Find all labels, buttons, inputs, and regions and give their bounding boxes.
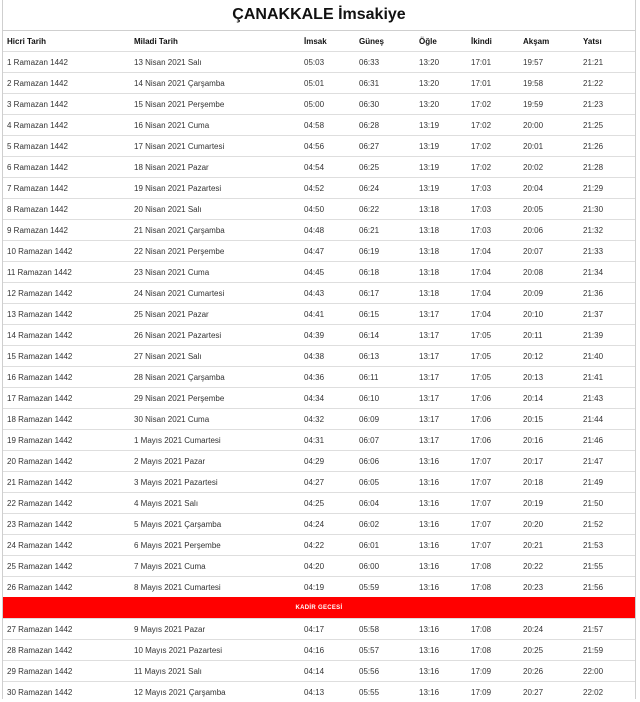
- miladi-tarih-cell: 14 Nisan 2021 Çarşamba: [130, 73, 300, 94]
- gunes-cell: 06:07: [355, 430, 415, 451]
- gunes-cell: 06:01: [355, 535, 415, 556]
- yatsi-cell: 21:52: [579, 514, 635, 535]
- yatsi-cell: 21:23: [579, 94, 635, 115]
- imsak-cell: 05:00: [300, 94, 355, 115]
- ogle-cell: 13:18: [415, 220, 467, 241]
- aksam-cell: 20:09: [519, 283, 579, 304]
- column-header-gunes: Güneş: [355, 31, 415, 52]
- gunes-cell: 06:05: [355, 472, 415, 493]
- yatsi-cell: 21:39: [579, 325, 635, 346]
- imsak-cell: 04:19: [300, 577, 355, 598]
- hicri-tarih-cell: 14 Ramazan 1442: [3, 325, 130, 346]
- miladi-tarih-cell: 22 Nisan 2021 Perşembe: [130, 241, 300, 262]
- miladi-tarih-cell: 15 Nisan 2021 Perşembe: [130, 94, 300, 115]
- ogle-cell: 13:18: [415, 241, 467, 262]
- ikindi-cell: 17:04: [467, 262, 519, 283]
- miladi-tarih-cell: 26 Nisan 2021 Pazartesi: [130, 325, 300, 346]
- imsak-cell: 04:54: [300, 157, 355, 178]
- table-row: [3, 199, 635, 220]
- gunes-cell: 06:24: [355, 178, 415, 199]
- aksam-cell: 20:17: [519, 451, 579, 472]
- yatsi-cell: 21:55: [579, 556, 635, 577]
- ogle-cell: 13:16: [415, 640, 467, 661]
- hicri-tarih-cell: 27 Ramazan 1442: [3, 619, 130, 640]
- column-header-hicri: Hicri Tarih: [3, 31, 130, 52]
- ogle-cell: 13:17: [415, 388, 467, 409]
- imsak-cell: 04:34: [300, 388, 355, 409]
- aksam-cell: 20:22: [519, 556, 579, 577]
- table-row: [3, 556, 635, 577]
- hicri-tarih-cell: 23 Ramazan 1442: [3, 514, 130, 535]
- imsak-cell: 04:17: [300, 619, 355, 640]
- ogle-cell: 13:16: [415, 619, 467, 640]
- imsak-cell: 04:50: [300, 199, 355, 220]
- table-body: [3, 52, 635, 702]
- miladi-tarih-cell: 1 Mayıs 2021 Cumartesi: [130, 430, 300, 451]
- imsak-cell: 04:36: [300, 367, 355, 388]
- gunes-cell: 05:57: [355, 640, 415, 661]
- hicri-tarih-cell: 19 Ramazan 1442: [3, 430, 130, 451]
- imsak-cell: 04:43: [300, 283, 355, 304]
- miladi-tarih-cell: 20 Nisan 2021 Salı: [130, 199, 300, 220]
- miladi-tarih-cell: 25 Nisan 2021 Pazar: [130, 304, 300, 325]
- gunes-cell: 05:59: [355, 577, 415, 598]
- imsak-cell: 04:39: [300, 325, 355, 346]
- miladi-tarih-cell: 24 Nisan 2021 Cumartesi: [130, 283, 300, 304]
- column-header-imsak: İmsak: [300, 31, 355, 52]
- ikindi-cell: 17:02: [467, 94, 519, 115]
- ikindi-cell: 17:02: [467, 157, 519, 178]
- yatsi-cell: 21:29: [579, 178, 635, 199]
- hicri-tarih-cell: 7 Ramazan 1442: [3, 178, 130, 199]
- ikindi-cell: 17:04: [467, 241, 519, 262]
- hicri-tarih-cell: 18 Ramazan 1442: [3, 409, 130, 430]
- aksam-cell: 20:07: [519, 241, 579, 262]
- aksam-cell: 20:01: [519, 136, 579, 157]
- hicri-tarih-cell: 5 Ramazan 1442: [3, 136, 130, 157]
- ikindi-cell: 17:08: [467, 619, 519, 640]
- table-row: [3, 115, 635, 136]
- imsak-cell: 04:29: [300, 451, 355, 472]
- ogle-cell: 13:19: [415, 178, 467, 199]
- hicri-tarih-cell: 26 Ramazan 1442: [3, 577, 130, 598]
- hicri-tarih-cell: 25 Ramazan 1442: [3, 556, 130, 577]
- ikindi-cell: 17:02: [467, 136, 519, 157]
- ikindi-cell: 17:06: [467, 388, 519, 409]
- yatsi-cell: 21:41: [579, 367, 635, 388]
- yatsi-cell: 21:47: [579, 451, 635, 472]
- column-header-yatsi: Yatsı: [579, 31, 635, 52]
- miladi-tarih-cell: 9 Mayıs 2021 Pazar: [130, 619, 300, 640]
- miladi-tarih-cell: 21 Nisan 2021 Çarşamba: [130, 220, 300, 241]
- ikindi-cell: 17:07: [467, 472, 519, 493]
- aksam-cell: 20:06: [519, 220, 579, 241]
- ikindi-cell: 17:09: [467, 661, 519, 682]
- miladi-tarih-cell: 13 Nisan 2021 Salı: [130, 52, 300, 73]
- kadir-gecesi-row: [3, 598, 635, 619]
- yatsi-cell: 22:02: [579, 682, 635, 702]
- imsak-cell: 04:58: [300, 115, 355, 136]
- gunes-cell: 06:30: [355, 94, 415, 115]
- table-header-row: [3, 31, 635, 52]
- miladi-tarih-cell: 18 Nisan 2021 Pazar: [130, 157, 300, 178]
- imsak-cell: 04:25: [300, 493, 355, 514]
- table-row: [3, 661, 635, 682]
- ogle-cell: 13:17: [415, 430, 467, 451]
- gunes-cell: 06:18: [355, 262, 415, 283]
- aksam-cell: 19:58: [519, 73, 579, 94]
- imsak-cell: 04:52: [300, 178, 355, 199]
- ogle-cell: 13:17: [415, 409, 467, 430]
- column-header-miladi: Miladi Tarih: [130, 31, 300, 52]
- miladi-tarih-cell: 27 Nisan 2021 Salı: [130, 346, 300, 367]
- gunes-cell: 06:13: [355, 346, 415, 367]
- table-row: [3, 430, 635, 451]
- aksam-cell: 20:02: [519, 157, 579, 178]
- hicri-tarih-cell: 17 Ramazan 1442: [3, 388, 130, 409]
- hicri-tarih-cell: 3 Ramazan 1442: [3, 94, 130, 115]
- ikindi-cell: 17:08: [467, 577, 519, 598]
- page-title: ÇANAKKALE İmsakiye: [3, 0, 635, 30]
- aksam-cell: 20:15: [519, 409, 579, 430]
- hicri-tarih-cell: 30 Ramazan 1442: [3, 682, 130, 702]
- aksam-cell: 20:20: [519, 514, 579, 535]
- gunes-cell: 06:25: [355, 157, 415, 178]
- ogle-cell: 13:16: [415, 493, 467, 514]
- hicri-tarih-cell: 6 Ramazan 1442: [3, 157, 130, 178]
- ikindi-cell: 17:07: [467, 514, 519, 535]
- aksam-cell: 20:27: [519, 682, 579, 702]
- gunes-cell: 06:21: [355, 220, 415, 241]
- imsak-cell: 04:41: [300, 304, 355, 325]
- aksam-cell: 20:16: [519, 430, 579, 451]
- gunes-cell: 06:02: [355, 514, 415, 535]
- table-row: [3, 52, 635, 73]
- aksam-cell: 20:14: [519, 388, 579, 409]
- yatsi-cell: 21:50: [579, 493, 635, 514]
- table-row: [3, 577, 635, 598]
- aksam-cell: 19:57: [519, 52, 579, 73]
- gunes-cell: 06:10: [355, 388, 415, 409]
- table-row: [3, 451, 635, 472]
- aksam-cell: 20:12: [519, 346, 579, 367]
- ogle-cell: 13:16: [415, 577, 467, 598]
- yatsi-cell: 21:59: [579, 640, 635, 661]
- aksam-cell: 20:10: [519, 304, 579, 325]
- aksam-cell: 20:04: [519, 178, 579, 199]
- gunes-cell: 05:56: [355, 661, 415, 682]
- aksam-cell: 20:21: [519, 535, 579, 556]
- table-row: [3, 241, 635, 262]
- yatsi-cell: 21:43: [579, 388, 635, 409]
- imsak-cell: 04:48: [300, 220, 355, 241]
- ikindi-cell: 17:04: [467, 304, 519, 325]
- ogle-cell: 13:19: [415, 115, 467, 136]
- ikindi-cell: 17:07: [467, 451, 519, 472]
- ogle-cell: 13:20: [415, 52, 467, 73]
- ikindi-cell: 17:03: [467, 220, 519, 241]
- gunes-cell: 06:31: [355, 73, 415, 94]
- gunes-cell: 06:28: [355, 115, 415, 136]
- yatsi-cell: 21:49: [579, 472, 635, 493]
- miladi-tarih-cell: 3 Mayıs 2021 Pazartesi: [130, 472, 300, 493]
- column-header-aksam: Akşam: [519, 31, 579, 52]
- miladi-tarih-cell: 28 Nisan 2021 Çarşamba: [130, 367, 300, 388]
- miladi-tarih-cell: 8 Mayıs 2021 Cumartesi: [130, 577, 300, 598]
- ikindi-cell: 17:03: [467, 178, 519, 199]
- hicri-tarih-cell: 9 Ramazan 1442: [3, 220, 130, 241]
- imsak-cell: 04:56: [300, 136, 355, 157]
- table-row: [3, 493, 635, 514]
- gunes-cell: 06:00: [355, 556, 415, 577]
- imsak-cell: 05:03: [300, 52, 355, 73]
- ogle-cell: 13:19: [415, 157, 467, 178]
- imsak-cell: 04:47: [300, 241, 355, 262]
- aksam-cell: 20:24: [519, 619, 579, 640]
- imsak-cell: 05:01: [300, 73, 355, 94]
- yatsi-cell: 21:40: [579, 346, 635, 367]
- miladi-tarih-cell: 10 Mayıs 2021 Pazartesi: [130, 640, 300, 661]
- yatsi-cell: 21:44: [579, 409, 635, 430]
- ogle-cell: 13:17: [415, 367, 467, 388]
- hicri-tarih-cell: 20 Ramazan 1442: [3, 451, 130, 472]
- hicri-tarih-cell: 15 Ramazan 1442: [3, 346, 130, 367]
- miladi-tarih-cell: 19 Nisan 2021 Pazartesi: [130, 178, 300, 199]
- ikindi-cell: 17:06: [467, 409, 519, 430]
- ikindi-cell: 17:03: [467, 199, 519, 220]
- yatsi-cell: 21:25: [579, 115, 635, 136]
- imsak-cell: 04:13: [300, 682, 355, 702]
- hicri-tarih-cell: 22 Ramazan 1442: [3, 493, 130, 514]
- ogle-cell: 13:16: [415, 556, 467, 577]
- yatsi-cell: 22:00: [579, 661, 635, 682]
- gunes-cell: 06:19: [355, 241, 415, 262]
- table-row: [3, 283, 635, 304]
- yatsi-cell: 21:57: [579, 619, 635, 640]
- column-header-ogle: Öğle: [415, 31, 467, 52]
- table-row: [3, 325, 635, 346]
- miladi-tarih-cell: 7 Mayıs 2021 Cuma: [130, 556, 300, 577]
- aksam-cell: 19:59: [519, 94, 579, 115]
- imsak-cell: 04:32: [300, 409, 355, 430]
- ogle-cell: 13:16: [415, 661, 467, 682]
- yatsi-cell: 21:22: [579, 73, 635, 94]
- gunes-cell: 06:09: [355, 409, 415, 430]
- ikindi-cell: 17:08: [467, 556, 519, 577]
- hicri-tarih-cell: 1 Ramazan 1442: [3, 52, 130, 73]
- ogle-cell: 13:19: [415, 136, 467, 157]
- gunes-cell: 06:27: [355, 136, 415, 157]
- miladi-tarih-cell: 6 Mayıs 2021 Perşembe: [130, 535, 300, 556]
- miladi-tarih-cell: 30 Nisan 2021 Cuma: [130, 409, 300, 430]
- kadir-gecesi-label: KADİR GECESİ: [3, 598, 635, 619]
- yatsi-cell: 21:37: [579, 304, 635, 325]
- table-row: [3, 640, 635, 661]
- ikindi-cell: 17:07: [467, 493, 519, 514]
- ikindi-cell: 17:02: [467, 115, 519, 136]
- ogle-cell: 13:20: [415, 94, 467, 115]
- ogle-cell: 13:20: [415, 73, 467, 94]
- gunes-cell: 06:33: [355, 52, 415, 73]
- hicri-tarih-cell: 24 Ramazan 1442: [3, 535, 130, 556]
- column-header-ikindi: İkindi: [467, 31, 519, 52]
- ogle-cell: 13:17: [415, 346, 467, 367]
- gunes-cell: 06:15: [355, 304, 415, 325]
- ikindi-cell: 17:07: [467, 535, 519, 556]
- table-row: [3, 136, 635, 157]
- table-row: [3, 73, 635, 94]
- miladi-tarih-cell: 5 Mayıs 2021 Çarşamba: [130, 514, 300, 535]
- gunes-cell: 06:22: [355, 199, 415, 220]
- ikindi-cell: 17:01: [467, 52, 519, 73]
- ikindi-cell: 17:05: [467, 325, 519, 346]
- yatsi-cell: 21:34: [579, 262, 635, 283]
- table-row: [3, 535, 635, 556]
- table-row: [3, 409, 635, 430]
- ikindi-cell: 17:05: [467, 346, 519, 367]
- imsak-cell: 04:22: [300, 535, 355, 556]
- hicri-tarih-cell: 13 Ramazan 1442: [3, 304, 130, 325]
- table-row: [3, 94, 635, 115]
- table-row: [3, 157, 635, 178]
- miladi-tarih-cell: 23 Nisan 2021 Cuma: [130, 262, 300, 283]
- ogle-cell: 13:16: [415, 682, 467, 702]
- imsak-cell: 04:31: [300, 430, 355, 451]
- ikindi-cell: 17:06: [467, 430, 519, 451]
- table-row: [3, 262, 635, 283]
- ogle-cell: 13:17: [415, 325, 467, 346]
- aksam-cell: 20:25: [519, 640, 579, 661]
- aksam-cell: 20:08: [519, 262, 579, 283]
- gunes-cell: 05:55: [355, 682, 415, 702]
- gunes-cell: 05:58: [355, 619, 415, 640]
- table-row: [3, 346, 635, 367]
- miladi-tarih-cell: 11 Mayıs 2021 Salı: [130, 661, 300, 682]
- yatsi-cell: 21:21: [579, 52, 635, 73]
- ogle-cell: 13:17: [415, 304, 467, 325]
- ikindi-cell: 17:05: [467, 367, 519, 388]
- aksam-cell: 20:11: [519, 325, 579, 346]
- miladi-tarih-cell: 17 Nisan 2021 Cumartesi: [130, 136, 300, 157]
- hicri-tarih-cell: 29 Ramazan 1442: [3, 661, 130, 682]
- miladi-tarih-cell: 4 Mayıs 2021 Salı: [130, 493, 300, 514]
- yatsi-cell: 21:36: [579, 283, 635, 304]
- imsak-cell: 04:24: [300, 514, 355, 535]
- imsak-cell: 04:20: [300, 556, 355, 577]
- table-row: [3, 619, 635, 640]
- ikindi-cell: 17:04: [467, 283, 519, 304]
- hicri-tarih-cell: 28 Ramazan 1442: [3, 640, 130, 661]
- hicri-tarih-cell: 2 Ramazan 1442: [3, 73, 130, 94]
- imsak-cell: 04:16: [300, 640, 355, 661]
- miladi-tarih-cell: 2 Mayıs 2021 Pazar: [130, 451, 300, 472]
- yatsi-cell: 21:30: [579, 199, 635, 220]
- hicri-tarih-cell: 16 Ramazan 1442: [3, 367, 130, 388]
- ogle-cell: 13:16: [415, 451, 467, 472]
- yatsi-cell: 21:33: [579, 241, 635, 262]
- hicri-tarih-cell: 21 Ramazan 1442: [3, 472, 130, 493]
- hicri-tarih-cell: 10 Ramazan 1442: [3, 241, 130, 262]
- table-row: [3, 367, 635, 388]
- ogle-cell: 13:18: [415, 283, 467, 304]
- ikindi-cell: 17:09: [467, 682, 519, 702]
- hicri-tarih-cell: 8 Ramazan 1442: [3, 199, 130, 220]
- table-row: [3, 514, 635, 535]
- table-row: [3, 220, 635, 241]
- gunes-cell: 06:04: [355, 493, 415, 514]
- hicri-tarih-cell: 4 Ramazan 1442: [3, 115, 130, 136]
- aksam-cell: 20:05: [519, 199, 579, 220]
- yatsi-cell: 21:28: [579, 157, 635, 178]
- table-row: [3, 178, 635, 199]
- gunes-cell: 06:11: [355, 367, 415, 388]
- table-row: [3, 472, 635, 493]
- hicri-tarih-cell: 11 Ramazan 1442: [3, 262, 130, 283]
- yatsi-cell: 21:32: [579, 220, 635, 241]
- ogle-cell: 13:18: [415, 199, 467, 220]
- ogle-cell: 13:18: [415, 262, 467, 283]
- yatsi-cell: 21:26: [579, 136, 635, 157]
- aksam-cell: 20:13: [519, 367, 579, 388]
- ikindi-cell: 17:08: [467, 640, 519, 661]
- yatsi-cell: 21:53: [579, 535, 635, 556]
- ikindi-cell: 17:01: [467, 73, 519, 94]
- aksam-cell: 20:26: [519, 661, 579, 682]
- gunes-cell: 06:14: [355, 325, 415, 346]
- gunes-cell: 06:06: [355, 451, 415, 472]
- imsak-cell: 04:38: [300, 346, 355, 367]
- aksam-cell: 20:19: [519, 493, 579, 514]
- ogle-cell: 13:16: [415, 472, 467, 493]
- imsak-cell: 04:27: [300, 472, 355, 493]
- miladi-tarih-cell: 12 Mayıs 2021 Çarşamba: [130, 682, 300, 702]
- yatsi-cell: 21:56: [579, 577, 635, 598]
- imsak-cell: 04:45: [300, 262, 355, 283]
- yatsi-cell: 21:46: [579, 430, 635, 451]
- ogle-cell: 13:16: [415, 514, 467, 535]
- imsakiye-table: [3, 30, 635, 702]
- gunes-cell: 06:17: [355, 283, 415, 304]
- miladi-tarih-cell: 16 Nisan 2021 Cuma: [130, 115, 300, 136]
- imsakiye-page: [2, 0, 636, 699]
- miladi-tarih-cell: 29 Nisan 2021 Perşembe: [130, 388, 300, 409]
- ogle-cell: 13:16: [415, 535, 467, 556]
- hicri-tarih-cell: 12 Ramazan 1442: [3, 283, 130, 304]
- aksam-cell: 20:00: [519, 115, 579, 136]
- table-row: [3, 304, 635, 325]
- aksam-cell: 20:18: [519, 472, 579, 493]
- aksam-cell: 20:23: [519, 577, 579, 598]
- imsak-cell: 04:14: [300, 661, 355, 682]
- table-row: [3, 388, 635, 409]
